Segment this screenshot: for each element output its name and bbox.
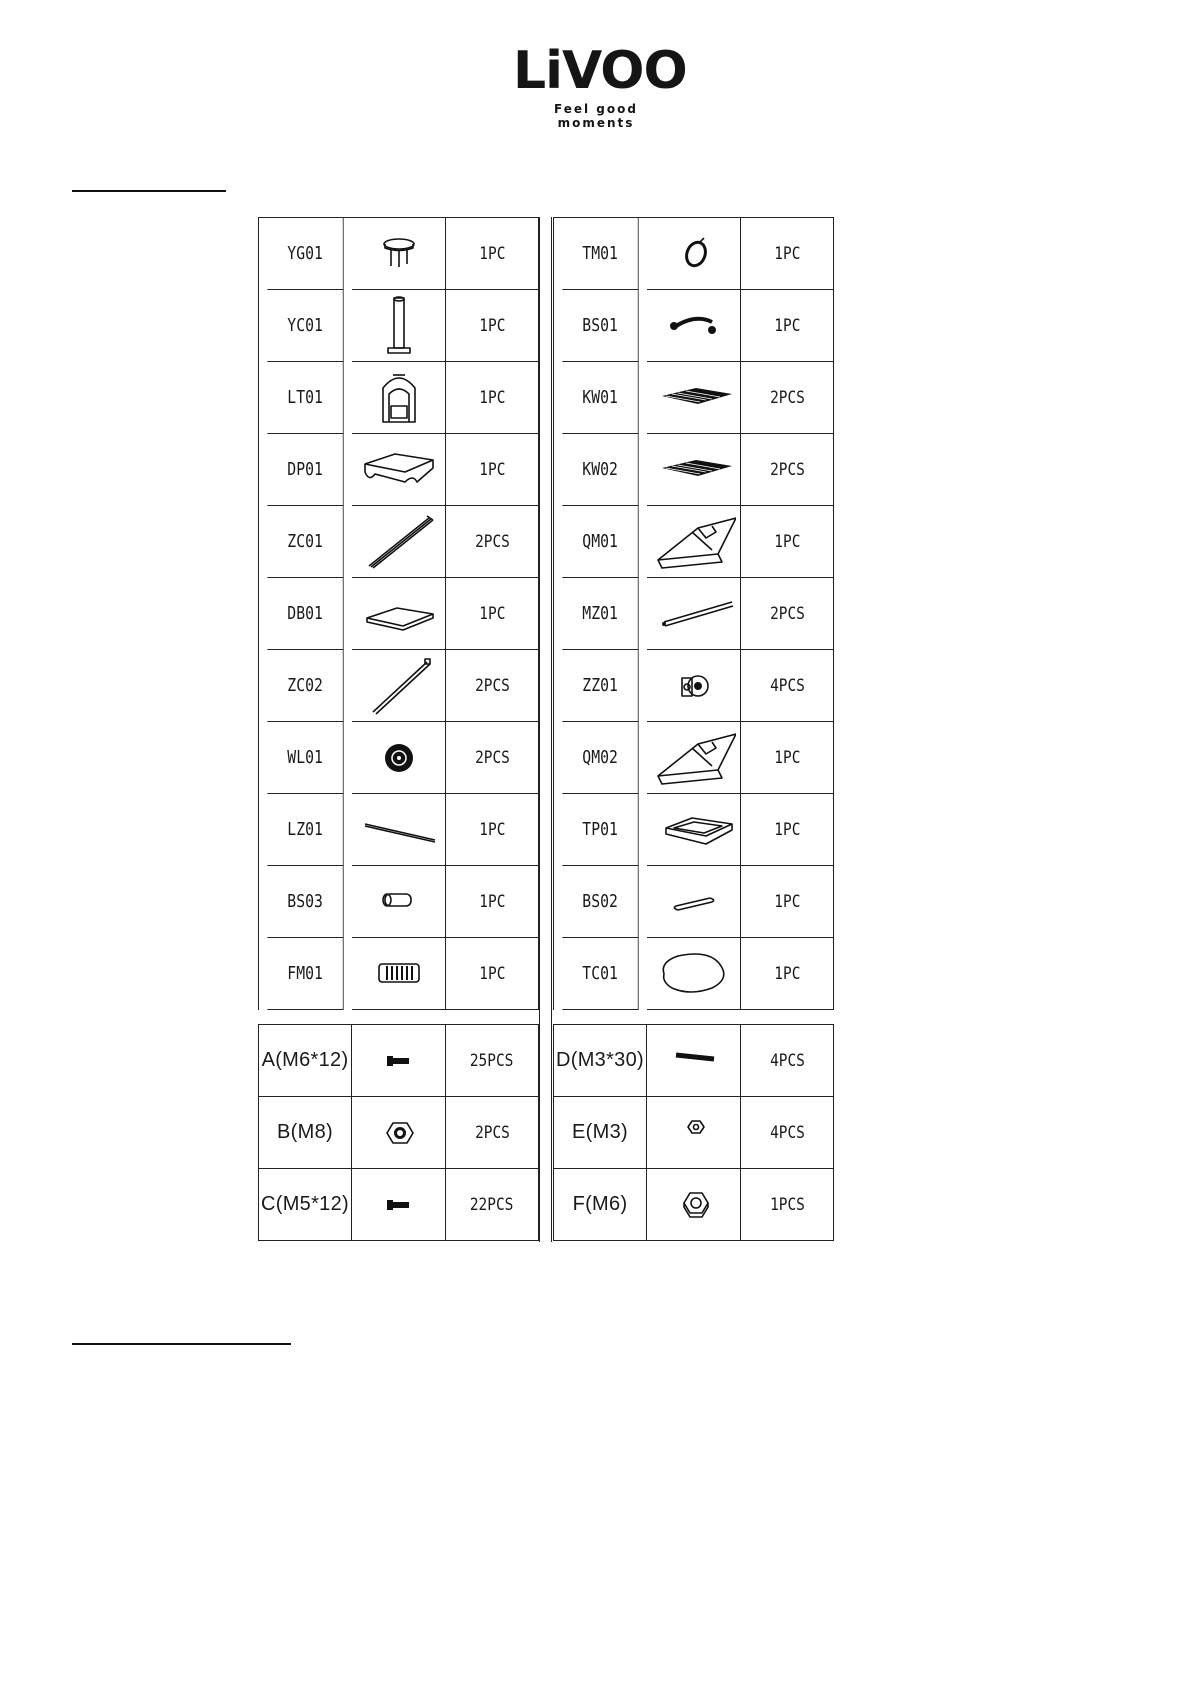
long-screw-icon [652, 1029, 736, 1093]
part-code [562, 650, 638, 722]
part-illustration [352, 1169, 446, 1241]
part-code [267, 866, 343, 938]
part-quantity-text: 1PC [478, 315, 506, 336]
stool-top-icon [357, 222, 441, 286]
part-quantity-text: 1PC [478, 819, 506, 840]
part-illustration [647, 578, 741, 650]
part-illustration [352, 722, 446, 794]
part-code [267, 722, 343, 794]
part-code-text: BS03 [287, 891, 323, 912]
ring-icon [652, 222, 736, 286]
part-code [562, 794, 638, 866]
part-quantity-text: 1PC [773, 243, 801, 264]
handle-icon [652, 294, 736, 358]
part-quantity [741, 1097, 834, 1169]
stone-plate-icon [652, 942, 736, 1006]
part-code-text: LT01 [287, 387, 323, 408]
part-illustration [647, 1025, 741, 1097]
part-quantity [446, 362, 539, 434]
part-code-text: DB01 [287, 603, 323, 624]
tray-icon [652, 798, 736, 862]
part-quantity [741, 290, 834, 362]
part-quantity-text: 2PCS [769, 387, 805, 408]
part-code [267, 650, 343, 722]
part-code-text: YG01 [287, 243, 323, 264]
part-code-text: C(M5*12) [261, 1193, 349, 1215]
wheel-icon [357, 726, 441, 790]
part-code [562, 362, 638, 434]
part-quantity [741, 362, 834, 434]
part-code-text: KW02 [582, 459, 618, 480]
part-code-text: WL01 [287, 747, 323, 768]
section-heading-underline [72, 190, 226, 192]
part-quantity-text: 2PCS [474, 1122, 510, 1143]
part-code [267, 938, 343, 1010]
part-code [562, 290, 638, 362]
support-rail-icon [357, 510, 441, 574]
part-quantity-text: 1PC [478, 459, 506, 480]
part-quantity [446, 1097, 539, 1169]
tube-icon [652, 582, 736, 646]
part-code [562, 218, 638, 290]
part-code-text: A(M6*12) [261, 1049, 349, 1071]
part-quantity-text: 1PC [773, 963, 801, 984]
part-code-text: TC01 [582, 963, 618, 984]
part-quantity-text: 4PCS [769, 675, 805, 696]
part-code-text: B(M8) [277, 1121, 333, 1143]
part-illustration [352, 1097, 446, 1169]
part-illustration [647, 218, 741, 290]
part-quantity [741, 218, 834, 290]
part-quantity-text: 4PCS [769, 1050, 805, 1071]
part-quantity-text: 2PCS [474, 531, 510, 552]
hardware-table-right [553, 1024, 834, 1241]
parts-table-left [258, 217, 539, 1010]
part-illustration [352, 938, 446, 1010]
brand-tagline: Feel good moments [554, 102, 638, 130]
part-code-text: MZ01 [582, 603, 618, 624]
part-illustration [352, 218, 446, 290]
part-quantity-text: 2PCS [769, 459, 805, 480]
part-code-text: ZZ01 [582, 675, 618, 696]
part-illustration [647, 362, 741, 434]
part-code [267, 578, 343, 650]
brand-logo [513, 41, 687, 130]
brand-name: LiVOO [513, 41, 687, 101]
part-code-text: YC01 [287, 315, 323, 336]
part-quantity-text: 22PCS [470, 1194, 514, 1215]
table-divider [539, 217, 553, 1242]
part-quantity [741, 794, 834, 866]
part-quantity-text: 1PC [773, 891, 801, 912]
lock-nut-icon [357, 1101, 441, 1165]
part-quantity [446, 722, 539, 794]
part-quantity [741, 650, 834, 722]
bottom-board-icon [357, 582, 441, 646]
part-quantity [446, 578, 539, 650]
part-code [562, 866, 638, 938]
part-quantity-text: 1PC [478, 387, 506, 408]
part-quantity [446, 1169, 539, 1241]
part-illustration [647, 290, 741, 362]
parts-table-right [553, 217, 834, 1010]
part-illustration [647, 938, 741, 1010]
oven-body-icon [357, 366, 441, 430]
bolt-icon [357, 1029, 441, 1093]
part-code-text: E(M3) [572, 1121, 628, 1143]
bolt-icon [357, 1173, 441, 1237]
part-illustration [647, 506, 741, 578]
side-table-icon [652, 510, 736, 574]
part-quantity [741, 722, 834, 794]
part-quantity [446, 506, 539, 578]
small-handle-icon [652, 870, 736, 934]
part-illustration [352, 362, 446, 434]
part-code [562, 578, 638, 650]
part-quantity [446, 794, 539, 866]
part-illustration [647, 1169, 741, 1241]
part-code-text: BS02 [582, 891, 618, 912]
axle-rod-icon [357, 798, 441, 862]
part-quantity-text: 2PCS [769, 603, 805, 624]
part-quantity-text: 1PC [773, 747, 801, 768]
grill-rack-icon [652, 438, 736, 502]
part-illustration [352, 866, 446, 938]
part-code [562, 434, 638, 506]
leg-bar-icon [357, 654, 441, 718]
part-code-text: D(M3*30) [556, 1049, 644, 1071]
part-code [562, 938, 638, 1010]
grill-rack-icon [652, 366, 736, 430]
part-code [267, 362, 343, 434]
part-quantity [446, 650, 539, 722]
part-quantity-text: 2PCS [474, 675, 510, 696]
part-quantity [446, 938, 539, 1010]
part-quantity [446, 866, 539, 938]
part-quantity [741, 1025, 834, 1097]
part-quantity [741, 434, 834, 506]
part-illustration [352, 650, 446, 722]
part-code-text: ZC01 [287, 531, 323, 552]
section-heading-underline [72, 1343, 291, 1345]
side-table-icon [652, 726, 736, 790]
part-quantity [741, 866, 834, 938]
part-illustration [352, 794, 446, 866]
part-code [259, 1025, 352, 1097]
part-quantity-text: 1PC [478, 243, 506, 264]
part-code-text: QM02 [582, 747, 618, 768]
part-quantity [741, 938, 834, 1010]
small-nut-icon [652, 1101, 736, 1165]
hex-nut-icon [652, 1173, 736, 1237]
part-quantity-text: 1PC [773, 315, 801, 336]
part-code-text: BS01 [582, 315, 618, 336]
part-illustration [647, 794, 741, 866]
part-illustration [352, 290, 446, 362]
part-quantity [446, 1025, 539, 1097]
part-code [259, 1169, 352, 1241]
part-illustration [352, 1025, 446, 1097]
part-code [554, 1097, 647, 1169]
part-quantity [741, 506, 834, 578]
part-quantity [741, 1169, 834, 1241]
part-quantity-text: 1PC [773, 531, 801, 552]
sleeve-icon [357, 870, 441, 934]
part-code [267, 434, 343, 506]
hardware-table-left [258, 1024, 539, 1241]
part-code-text: ZC02 [287, 675, 323, 696]
part-quantity-text: 1PC [478, 891, 506, 912]
part-code [554, 1025, 647, 1097]
part-code [267, 290, 343, 362]
part-illustration [352, 434, 446, 506]
part-illustration [647, 722, 741, 794]
part-code-text: F(M6) [572, 1193, 628, 1215]
part-code [259, 1097, 352, 1169]
part-quantity [741, 578, 834, 650]
part-illustration [352, 506, 446, 578]
part-quantity [446, 434, 539, 506]
part-code [554, 1169, 647, 1241]
part-illustration [647, 434, 741, 506]
part-quantity-text: 4PCS [769, 1122, 805, 1143]
part-code-text: DP01 [287, 459, 323, 480]
chimney-pipe-icon [357, 294, 441, 358]
part-illustration [647, 1097, 741, 1169]
part-code-text: FM01 [287, 963, 323, 984]
part-quantity-text: 1PC [773, 819, 801, 840]
part-quantity-text: 1PCS [769, 1194, 805, 1215]
part-illustration [352, 578, 446, 650]
part-code-text: KW01 [582, 387, 618, 408]
part-illustration [647, 650, 741, 722]
part-code [267, 218, 343, 290]
part-quantity [446, 290, 539, 362]
part-code-text: LZ01 [287, 819, 323, 840]
part-code [267, 794, 343, 866]
part-quantity-text: 25PCS [470, 1050, 514, 1071]
vent-plate-icon [357, 942, 441, 1006]
part-quantity [446, 218, 539, 290]
part-code-text: TM01 [582, 243, 618, 264]
part-quantity-text: 1PC [478, 963, 506, 984]
part-quantity-text: 2PCS [474, 747, 510, 768]
part-code [562, 722, 638, 794]
part-quantity-text: 1PC [478, 603, 506, 624]
base-plate-icon [357, 438, 441, 502]
part-illustration [647, 866, 741, 938]
part-code-text: QM01 [582, 531, 618, 552]
bracket-icon [652, 654, 736, 718]
part-code-text: TP01 [582, 819, 618, 840]
part-code [267, 506, 343, 578]
part-code [562, 506, 638, 578]
